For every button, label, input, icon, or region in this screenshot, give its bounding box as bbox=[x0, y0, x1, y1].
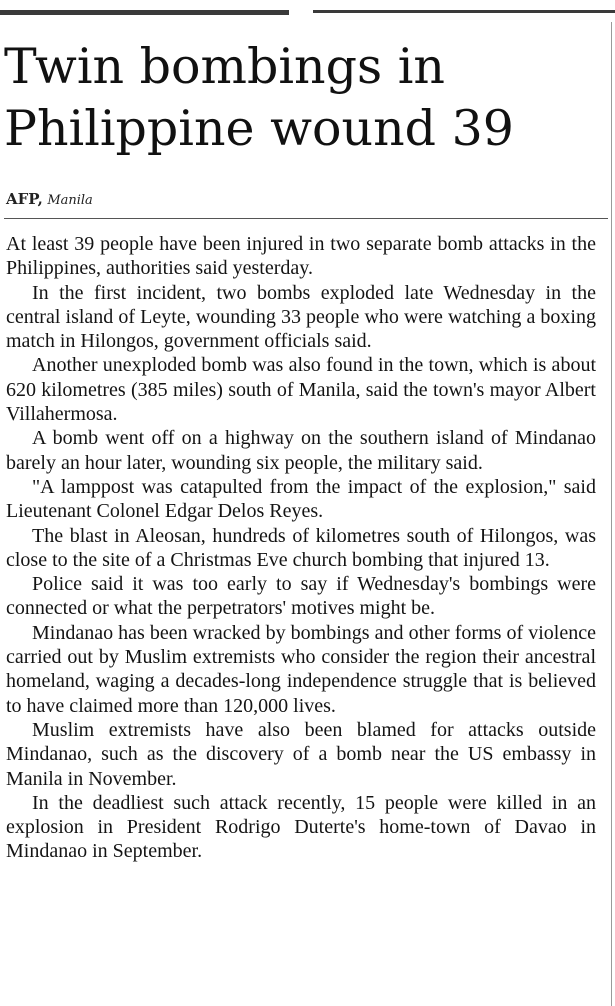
paragraph-3: Another unexploded bomb was also found in the town, which is about 620 kilometres (385 miles) south of Manila, said the town's mayor Albert Villahermosa. bbox=[6, 354, 596, 426]
byline-divider bbox=[4, 218, 608, 219]
column-divider-line bbox=[611, 22, 612, 1006]
paragraph-9: Muslim extremists have also been blamed for attacks outside Mindanao, such as the discovery of a bomb near the US embassy in Manila in November. bbox=[6, 718, 596, 790]
paragraph-2: In the first incident, two bombs exploded late Wednesday in the central island of Leyte, wounding 33 people who were watching a boxing match in Hilongos, government officials said. bbox=[6, 281, 596, 353]
paragraph-1: At least 39 people have been injured in two separate bomb attacks in the Philippines, authorities said yesterday. bbox=[6, 233, 596, 280]
article-body bbox=[6, 232, 596, 864]
paragraph-8: Mindanao has been wracked by bombings and other forms of violence carried out by Muslim extremists who consider the region their ancestral homeland, waging a decades-long independence struggle that is believed to have claimed more than 120,000 lives. bbox=[6, 621, 596, 717]
paragraph-10: In the deadliest such attack recently, 15 people were killed in an explosion in President Rodrigo Duterte's home-town of Davao in Mindanao in September. bbox=[6, 791, 596, 863]
top-rule-right bbox=[313, 10, 615, 13]
byline-location: Manila bbox=[47, 193, 93, 208]
headline: Twin bombings in Philippine wound 39 bbox=[4, 38, 514, 157]
top-rule-left bbox=[0, 10, 289, 15]
paragraph-7: Police said it was too early to say if Wednesday's bombings were connected or what the perpetrators' motives might be. bbox=[6, 573, 596, 620]
paragraph-5: "A lamppost was catapulted from the impact of the explosion," said Lieutenant Colonel Edgar Delos Reyes. bbox=[6, 475, 596, 523]
paragraph-4: A bomb went off on a highway on the southern island of Mindanao barely an hour later, wounding six people, the military said. bbox=[6, 427, 596, 474]
byline-agency: AFP, bbox=[6, 190, 43, 208]
paragraph-6: The blast in Aleosan, hundreds of kilometres south of Hilongos, was close to the site of a Christmas Eve church bombing that injured 13. bbox=[6, 524, 596, 571]
byline bbox=[6, 190, 93, 210]
